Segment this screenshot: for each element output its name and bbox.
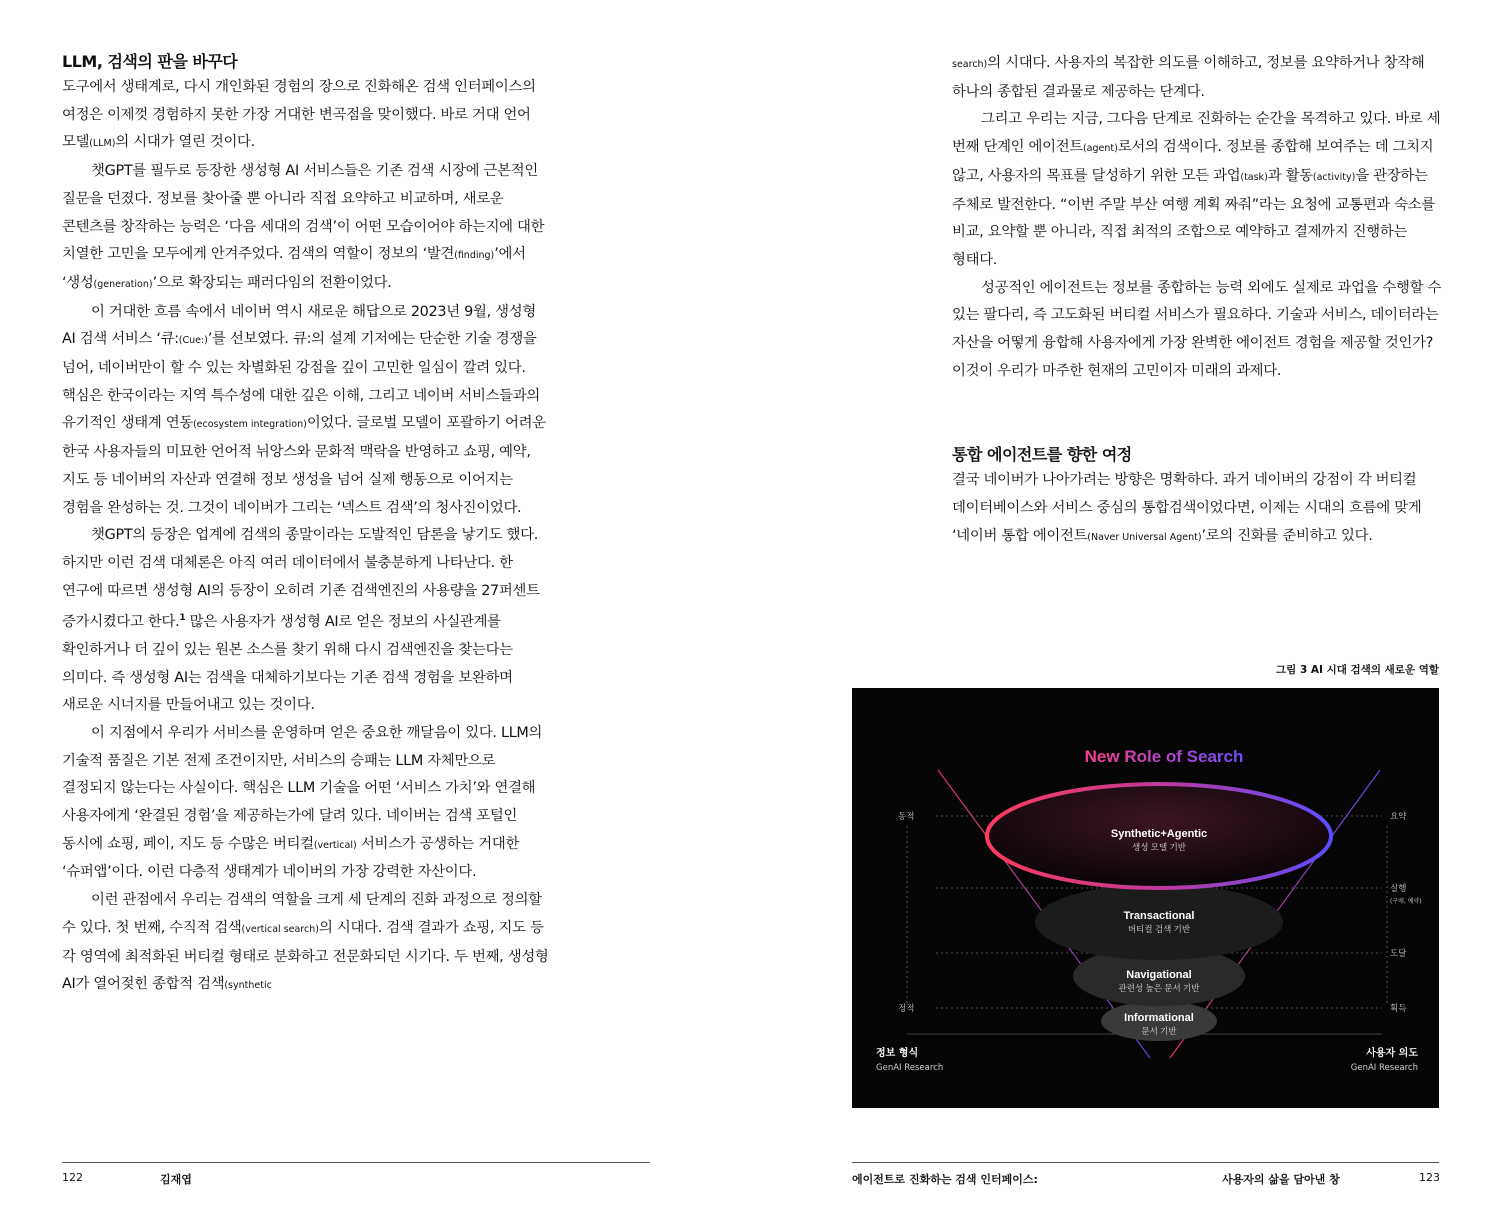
bottom-left-sub: GenAI Research (876, 1063, 944, 1073)
paragraph: 이런 관점에서 우리는 검색의 역할을 크게 세 단계의 진화 과정으로 정의할 수 있다. 첫 번째, 수직적 검색(vertical search)의 시대다. 검색 결과가 쇼핑, 지도 등 각 영역에 최적화된 버티컬 형태로 분화하고 전문화되던 시기다. 두 번째, 생성형 AI가 열어젖힌 종합적 검색(synthetic (62, 892, 549, 993)
intent-label: 도달 (1390, 949, 1407, 959)
axis-label-static: 정적 (898, 1004, 915, 1014)
layer-sublabel: 버티컬 검색 기반 (1127, 924, 1191, 934)
right-column (952, 50, 1442, 552)
paragraph: 결국 네이버가 나아가려는 방향은 명확하다. 과거 네이버의 강점이 각 버티컬 데이터베이스와 서비스 중심의 통합검색이었다면, 이제는 시대의 흐름에 맞게 ‘네이버 통합 에이전트(Naver Universal Agent)’로의 진화를 준비하고 있다. (952, 472, 1422, 544)
bottom-right-title: 사용자 의도 (1366, 1048, 1418, 1059)
intent-label: 실행 (1390, 884, 1407, 894)
paragraph: search)의 시대다. 사용자의 복잡한 의도를 이해하고, 정보를 요약하거나 창작해 하나의 종합된 결과물로 제공하는 단계다. (952, 55, 1425, 100)
running-subtitle: 사용자의 삶을 담아낸 창 (1222, 1173, 1340, 1186)
layer-label: Navigational (1126, 969, 1192, 981)
paragraph: 이 지점에서 우리가 서비스를 운영하며 얻은 중요한 깨달음이 있다. LLM의 기술적 품질은 기본 전제 조건이지만, 서비스의 승패는 LLM 자체만으로 결정되지 않는다는 사실이다. 핵심은 LLM 기술을 어떤 ‘서비스 가치’와 연결해 사용자에게 ‘완결된 경험’을 제공하는가에 달려 있다. 네이버는 검색 포털인 동시에 쇼핑, 페이, 지도 등 수많은 버티컬(vertical) 서비스가 공생하는 거대한 ‘슈퍼앱’이다. 이런 다층적 생태계가 네이버의 가장 강력한 자산이다. (62, 724, 543, 881)
diagram-title: New Role of Search (1084, 747, 1244, 766)
figure-new-role-of-search (852, 688, 1439, 1108)
layer-label: Synthetic+Agentic (1110, 828, 1208, 840)
bottom-right-sub: GenAI Research (1350, 1063, 1418, 1073)
section-heading: LLM, 검색의 판을 바꾸다 (62, 52, 238, 71)
footer-rule-right (852, 1162, 1439, 1163)
intent-label: 요약 (1390, 812, 1407, 822)
running-author: 김재엽 (160, 1173, 192, 1186)
paragraph: 도구에서 생태계로, 다시 개인화된 경험의 장으로 진화해온 검색 인터페이스의 여정은 이제껏 경험하지 못한 가장 거대한 변곡점을 맞이했다. 바로 거대 언어 모델(LLM)의 시대가 열린 것이다. (62, 79, 536, 151)
running-title: 에이전트로 진화하는 검색 인터페이스: (852, 1173, 1038, 1186)
layer-label: Transactional (1123, 910, 1195, 922)
intent-sublabel: (구매, 예약) (1390, 898, 1422, 905)
bottom-left-title: 정보 형식 (876, 1048, 919, 1059)
left-column (62, 50, 552, 1000)
search-role-diagram (852, 688, 1439, 1108)
axis-label-dynamic: 동적 (898, 812, 915, 822)
footer-rule-left (62, 1162, 650, 1163)
layer-sublabel: 문서 기반 (1141, 1026, 1177, 1036)
layer-label: Informational (1124, 1012, 1194, 1024)
section-heading: 통합 에이전트를 향한 여정 (952, 445, 1132, 465)
paragraph: 챗GPT의 등장은 업계에 검색의 종말이라는 도발적인 담론을 낳기도 했다. 하지만 이런 검색 대체론은 아직 여러 데이터에서 불충분하게 나타난다. 한 연구에 따르면 생성형 AI의 등장이 오히려 기존 검색엔진의 사용량을 27퍼센트 증가시켰다고 한다.$^1$ 많은 사용자가 생성형 AI로 얻은 정보의 사실관계를 확인하거나 더 깊이 있는 원본 소스를 찾기 위해 다시 검색엔진을 찾는다는 의미다. 즉 생성형 AI는 검색을 대체하기보다는 기존 검색 경험을 보완하며 새로운 시너지를 만들어내고 있는 것이다. (62, 527, 540, 714)
layer-transactional (1035, 884, 1283, 960)
footnote-ref[interactable]: 1 (179, 613, 186, 624)
figure-caption: 그림 3 AI 시대 검색의 새로운 역할 (1276, 664, 1439, 676)
layer-sublabel: 생성 모델 기반 (1132, 842, 1186, 852)
paragraph: 이 거대한 흐름 속에서 네이버 역시 새로운 해답으로 2023년 9월, 생성형 AI 검색 서비스 ‘큐:(Cue:)’를 선보였다. 큐:의 설계 기저에는 단순한 기술 경쟁을 넘어, 네이버만이 할 수 있는 차별화된 강점을 깊이 고민한 일심이 깔려 있다. 핵심은 한국이라는 지역 특수성에 대한 깊은 이해, 그리고 네이버 서비스들과의 유기적인 생태계 연동(ecosystem integration)이었다. 글로벌 모델이 포괄하기 어려운 한국 사용자들의 미묘한 언어적 뉘앙스와 문화적 맥락을 반영하고 쇼핑, 예약, 지도 등 네이버의 자산과 연결해 정보 생성을 넘어 실제 행동으로 이어지는 경험을 완성하는 것. 그것이 네이버가 그리는 ‘넥스트 검색’의 청사진이었다. (62, 303, 546, 516)
intent-label: 획득 (1390, 1004, 1407, 1014)
paragraph: 챗GPT를 필두로 등장한 생성형 AI 서비스들은 기존 검색 시장에 근본적인 질문을 던졌다. 정보를 찾아줄 뿐 아니라 직접 요약하고 비교하며, 새로운 콘텐츠를 창작하는 능력은 ‘다음 세대의 검색’이 어떤 모습이어야 하는지에 대한 치열한 고민을 모두에게 안겨주었다. 검색의 역할이 정보의 ‘발견(finding)’에서 ‘생성(generation)’으로 확장되는 패러다임의 전환이었다. (62, 163, 545, 291)
layer-sublabel: 관련성 높은 문서 기반 (1118, 983, 1200, 993)
paragraph: 그리고 우리는 지금, 그다음 단계로 진화하는 순간을 목격하고 있다. 바로 세 번째 단계인 에이전트(agent)로서의 검색이다. 정보를 종합해 보여주는 데 그치지 않고, 사용자의 목표를 달성하기 위한 모든 과업(task)과 활동(activity)을 관장하는 주체로 발전한다. “이번 주말 부산 여행 계획 짜줘”라는 요청에 교통편과 숙소를 비교, 요약할 뿐 아니라, 직접 최적의 조합으로 예약하고 결제까지 진행하는 형태다. (952, 111, 1441, 268)
paragraph: 성공적인 에이전트는 정보를 종합하는 능력 외에도 실제로 과업을 수행할 수 있는 팔다리, 즉 고도화된 버티컬 서비스가 필요하다. 기술과 서비스, 데이터라는 자산을 어떻게 융합해 사용자에게 가장 완벽한 에이전트 경험을 제공할 것인가? 이것이 우리가 마주한 현재의 고민이자 미래의 과제다. (952, 279, 1442, 379)
page-number-left: 122 (62, 1171, 83, 1184)
page-number-right: 123 (1419, 1171, 1440, 1184)
